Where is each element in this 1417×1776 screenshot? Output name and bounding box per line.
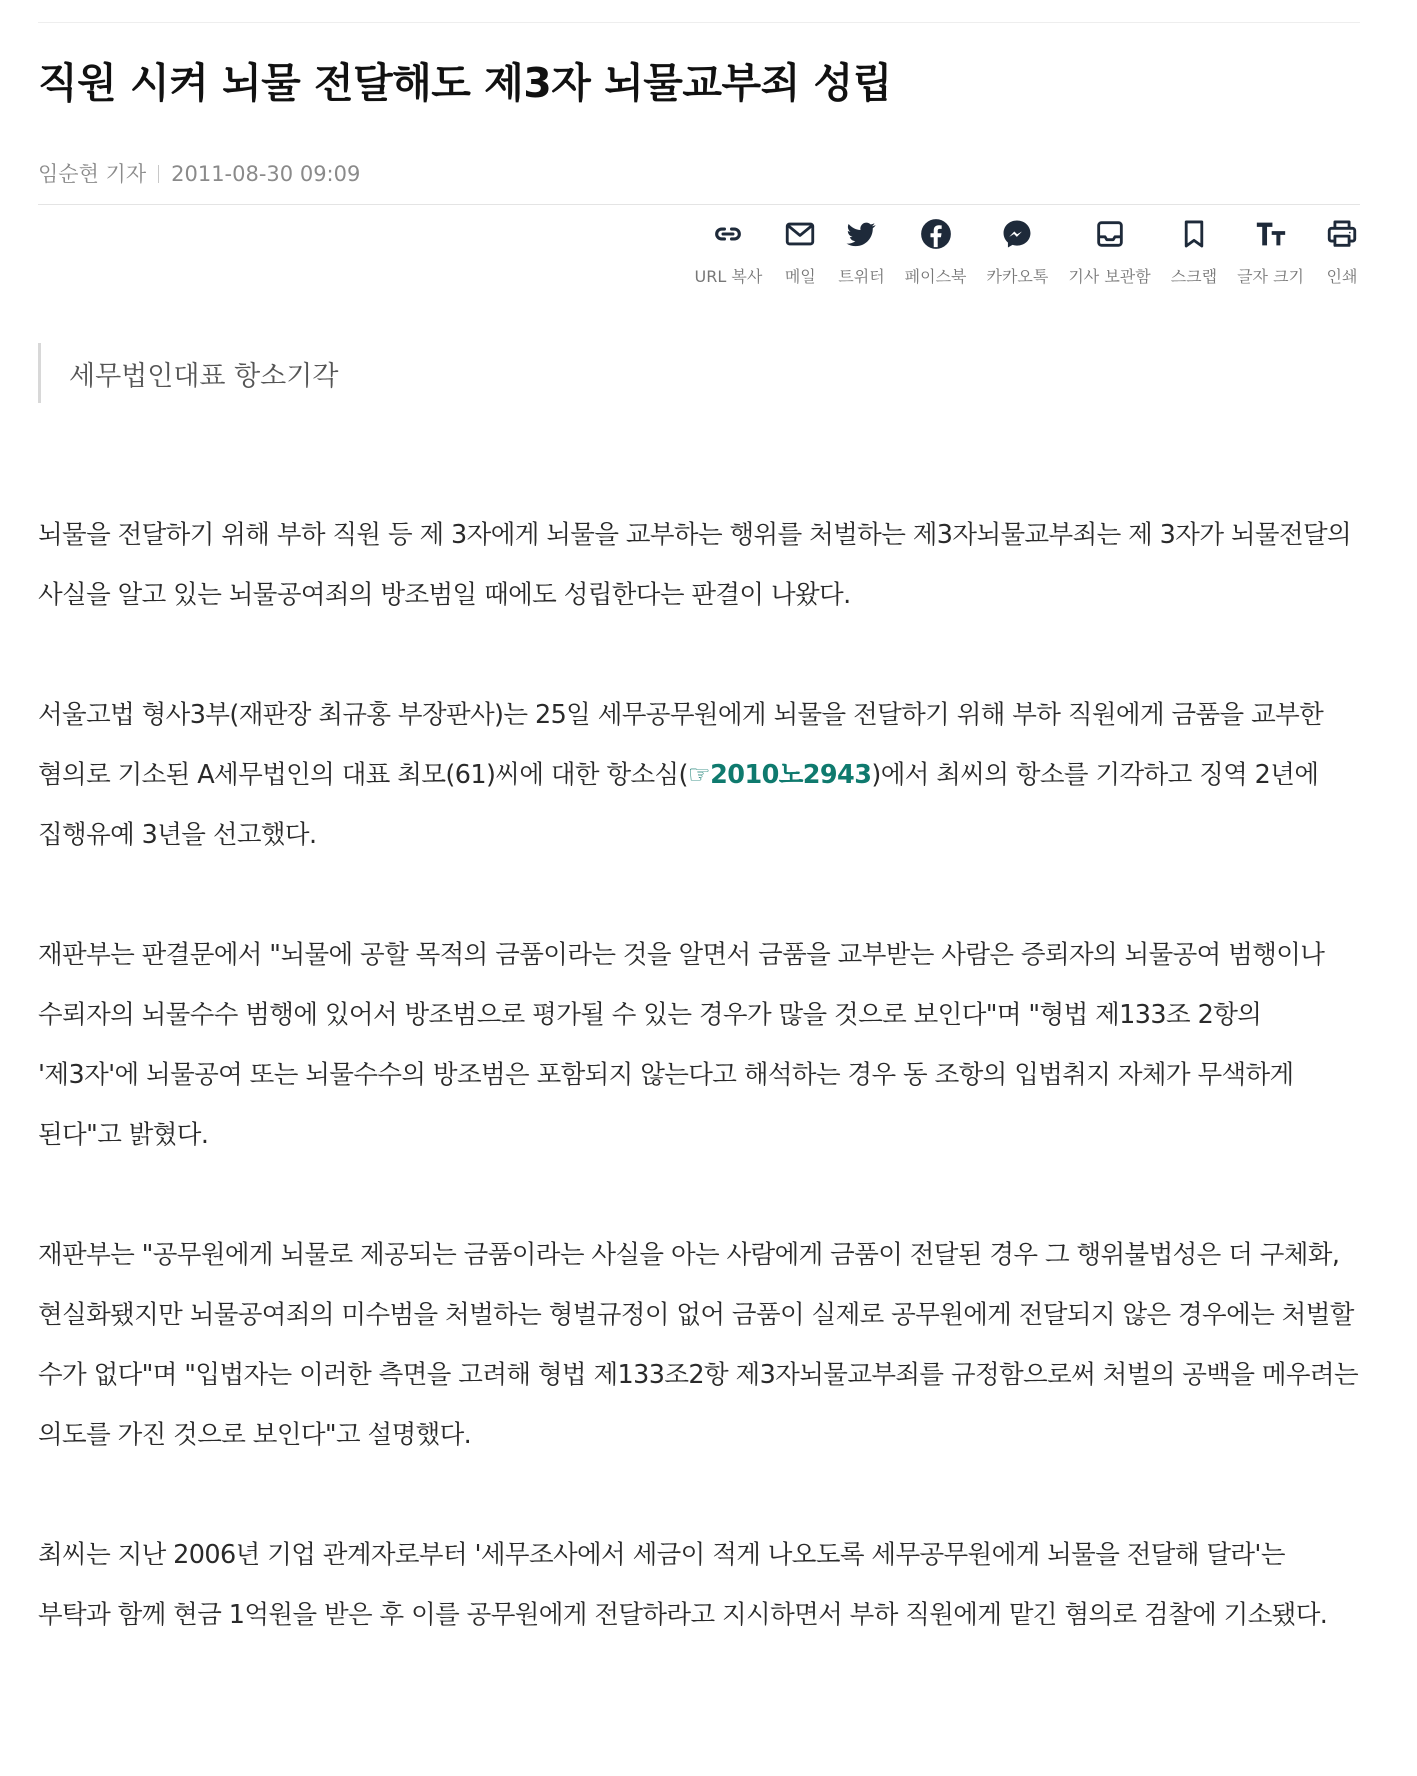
body-paragraph-5: 최씨는 지난 2006년 기업 관계자로부터 '세무조사에서 세금이 적게 나오도록 세무공무원에게 뇌물을 전달해 달라'는 부탁과 함께 현금 1억원을 받은 후 이를 공무원에게 전달하라고 지시하면서 부하 직원에게 맡긴 혐의로 검찰에 기소됐다. [38, 1540, 1328, 1630]
kakaotalk-button[interactable] [987, 216, 1049, 287]
twitter-button[interactable] [838, 216, 884, 287]
scrap-button[interactable] [1171, 216, 1217, 287]
publish-datetime: 2011-08-30 09:09 [171, 162, 361, 186]
body-paragraph-3: 재판부는 판결문에서 "뇌물에 공할 목적의 금품이라는 것을 알면서 금품을 교부받는 사람은 증뢰자의 뇌물공여 범행이나 수뢰자의 뇌물수수 범행에 있어서 방조범으로 평가될 수 있는 경우가 많을 것으로 보인다"며 "형법 제133조 2항의 '제3자'에 뇌물공여 또는 뇌물수수의 방조범은 포함되지 않는다고 해석하는 경우 동 조항의 입법취지 자체가 무색하게 된다"고 밝혔다. [38, 940, 1325, 1150]
body-paragraph-2-text-before: 서울고법 형사3부(재판장 최규홍 부장판사)는 25일 세무공무원에게 뇌물을 전달하기 위해 부하 직원에게 금품을 교부한 혐의로 기소된 A세무법인의 대표 최모(61)씨에 대한 항소심( [38, 700, 1324, 790]
article-body [38, 505, 1360, 1705]
article-toolbar [675, 216, 1360, 287]
body-paragraph-4: 재판부는 "공무원에게 뇌물로 제공되는 금품이라는 사실을 아는 사람에게 금품이 전달된 경우 그 행위불법성은 더 구체화, 현실화됐지만 뇌물공여죄의 미수범을 처벌하는 형벌규정이 없어 금품이 실제로 공무원에게 전달되지 않은 경우에는 처벌할 수가 없다"며 "입법자는 이러한 측면을 고려해 형법 제133조2항 제3자뇌물교부죄를 규정함으로써 처벌의 공백을 메우려는 의도를 가진 것으로 보인다"고 설명했다. [38, 1240, 1359, 1450]
link-icon [710, 216, 746, 252]
mail-label: 메일 [784, 267, 816, 286]
twitter-icon [843, 216, 879, 252]
inbox-icon [1092, 216, 1128, 252]
print-button[interactable] [1324, 216, 1360, 287]
scrap-label: 스크랩 [1170, 267, 1218, 286]
article-archive-label: 기사 보관함 [1068, 267, 1151, 286]
font-size-label: 글자 크기 [1237, 267, 1304, 286]
article-archive-button[interactable] [1068, 216, 1150, 287]
byline [38, 158, 360, 188]
body-paragraph-1: 뇌물을 전달하기 위해 부하 직원 등 제 3자에게 뇌물을 교부하는 행위를 처벌하는 제3자뇌물교부죄는 제 3자가 뇌물전달의 사실을 알고 있는 뇌물공여죄의 방조범일 때에도 성립한다는 판결이 나왔다. [38, 520, 1352, 610]
body-paragraph-2-text-after: )에서 최씨의 항소를 기각하고 징역 2년에 집행유예 3년을 선고했다. [38, 760, 1319, 850]
print-label: 인쇄 [1326, 267, 1358, 286]
facebook-label: 페이스북 [904, 267, 967, 286]
twitter-label: 트위터 [838, 267, 885, 286]
url-copy-button[interactable] [695, 216, 763, 287]
print-icon [1324, 216, 1360, 252]
url-copy-label: URL 복사 [694, 267, 763, 286]
kakaotalk-label: 카카오톡 [986, 267, 1049, 286]
article-headline: 직원 시켜 뇌물 전달해도 제3자 뇌물교부죄 성립 [38, 59, 892, 107]
meta-divider [38, 204, 1360, 205]
facebook-icon [918, 216, 954, 252]
facebook-button[interactable] [905, 216, 967, 287]
body-paragraph-2 [38, 685, 1360, 865]
top-divider [38, 22, 1360, 23]
mail-icon [782, 216, 818, 252]
author-name[interactable]: 임순현 기자 [38, 162, 147, 186]
byline-separator [158, 165, 159, 183]
mail-button[interactable] [782, 216, 818, 287]
article-subtitle: 세무법인대표 항소기각 [38, 343, 338, 403]
text-size-icon [1253, 216, 1289, 252]
case-number-link[interactable]: ☞2010노2943 [687, 760, 872, 790]
messenger-icon [999, 216, 1035, 252]
bookmark-icon [1176, 216, 1212, 252]
font-size-button[interactable] [1237, 216, 1304, 287]
